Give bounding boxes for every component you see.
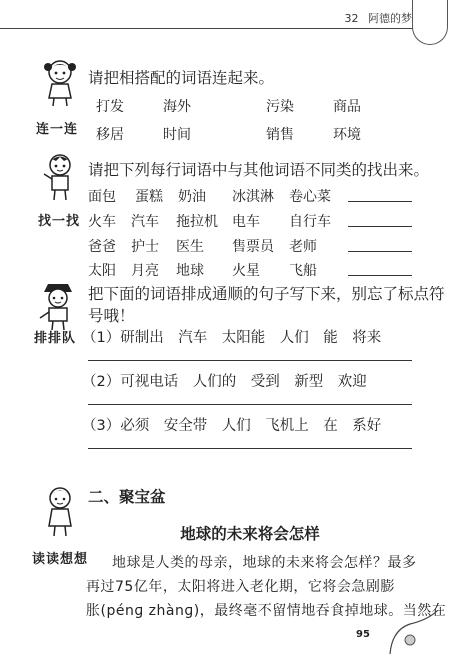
answer-blank <box>348 201 412 202</box>
word-item: 医生 <box>176 239 204 255</box>
side-label-order: 排排队 <box>34 331 77 346</box>
answer-blank <box>348 226 412 227</box>
answer-line <box>88 404 412 405</box>
passage-line: 再过75亿年，太阳将进入老化期，它将会急剧膨 <box>86 579 395 595</box>
passage-line: 胀(pénɡ zhànɡ)，最终毫不留情地吞食掉地球。当然在 <box>86 603 447 619</box>
word-item: 销售 <box>266 127 294 143</box>
word-item: 卷心菜 <box>289 189 331 205</box>
boy-cartoon-icon <box>38 152 82 202</box>
word-item: 飞船 <box>289 263 317 279</box>
page-header <box>0 0 460 32</box>
word-item: 打发 <box>96 99 124 115</box>
side-label-connect: 连一连 <box>36 122 79 137</box>
kid-with-hat-icon <box>36 282 80 332</box>
page-tab-mark <box>412 0 448 45</box>
instruction-order-line2: 号哦！ <box>88 307 135 325</box>
word-item: 火星 <box>232 263 260 279</box>
answer-blank <box>348 251 412 252</box>
answer-blank <box>348 275 412 276</box>
header-page-ref: 32 <box>344 12 359 25</box>
word-item: 环境 <box>333 127 361 143</box>
word-item: 蛋糕 <box>135 189 163 205</box>
word-item: 商品 <box>333 99 361 115</box>
word-item: 时间 <box>163 127 191 143</box>
word-item: 火车 <box>88 214 116 230</box>
running-head <box>339 10 413 26</box>
header-chapter: 阿德的梦 <box>368 12 412 25</box>
corner-decoration-icon <box>380 610 440 654</box>
page-number: 95 <box>356 629 370 640</box>
word-item: 售票员 <box>232 239 274 255</box>
word-item: 移居 <box>96 127 124 143</box>
word-item: 自行车 <box>289 214 331 230</box>
word-item: 太阳 <box>88 263 116 279</box>
sentence-item: （3）必须 安全带 人们 飞机上 在 系好 <box>82 418 382 434</box>
word-item: 爸爸 <box>88 239 116 255</box>
word-item: 污染 <box>266 99 294 115</box>
word-item: 奶油 <box>178 189 206 205</box>
instruction-find: 请把下列每行词语中与其他词语不同类的找出来。 <box>88 161 430 179</box>
word-item: 拖拉机 <box>176 214 218 230</box>
sentence-item: （1）研制出 汽车 太阳能 人们 能 将来 <box>82 330 382 346</box>
answer-line <box>88 448 412 449</box>
word-item: 护士 <box>131 239 159 255</box>
instruction-order-line1: 把下面的词语排成通顺的句子写下来，别忘了标点符 <box>88 285 445 303</box>
instruction-connect: 请把相搭配的词语连起来。 <box>88 69 275 87</box>
sentence-item: （2）可视电话 人们的 受到 新型 欢迎 <box>82 374 367 390</box>
passage-title: 地球的未来将会怎样 <box>180 525 320 543</box>
side-label-find: 找一找 <box>38 214 81 229</box>
word-item: 地球 <box>176 263 204 279</box>
word-item: 冰淇淋 <box>232 189 274 205</box>
girl-cartoon-icon <box>38 58 82 108</box>
word-item: 老师 <box>289 239 317 255</box>
word-item: 汽车 <box>131 214 159 230</box>
answer-line <box>88 360 412 361</box>
header-rule <box>0 28 430 29</box>
passage-line: 地球是人类的母亲，地球的未来将会怎样？最多 <box>112 555 417 571</box>
word-item: 面包 <box>88 189 116 205</box>
word-item: 电车 <box>232 214 260 230</box>
side-label-read: 读读想想 <box>32 552 89 567</box>
word-item: 月亮 <box>131 263 159 279</box>
section-title: 二、聚宝盆 <box>88 488 166 506</box>
word-item: 海外 <box>163 99 191 115</box>
